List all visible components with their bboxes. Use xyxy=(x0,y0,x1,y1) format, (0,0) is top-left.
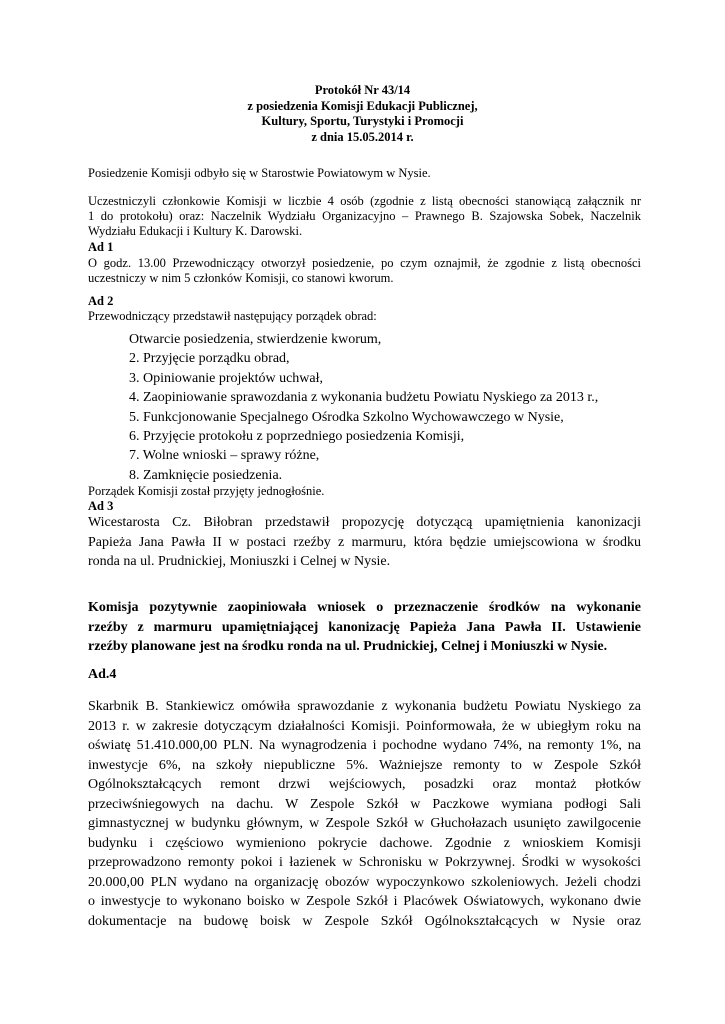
ad2-heading: Ad 2 xyxy=(88,294,114,308)
ad1-heading: Ad 1 xyxy=(88,240,114,254)
title-line-2: z posiedzenia Komisji Edukacji Publicznej, xyxy=(247,98,478,113)
text-line: uczestniczy w nim 5 członków Komisji, co stanowi kworum. xyxy=(88,271,394,285)
text-line: o inwestycje to wykonano boisko w Zespole Szkół i Placówek Oświatowych, wykonano dwie xyxy=(88,894,641,909)
text-line: 20.000,00 PLN wydano na organizację obozów wypoczynkowo szkoleniowych. Jeżeli chodzi xyxy=(88,874,641,890)
agenda-item: Otwarcie posiedzenia, stwierdzenie kworum, xyxy=(129,332,382,347)
text-line: oświatę 51.410.000,00 PLN. Na wynagrodzenia i pochodne wydano 74%, na remonty 1%, na xyxy=(88,738,641,753)
text-line: O godz. 13.00 Przewodniczący otworzył posiedzenie, po czym oznajmił, że zgodnie z listą obecności xyxy=(88,256,641,270)
text-line: ronda na ul. Prudnickiej, Moniuszki i Celnej w Nysie. xyxy=(88,554,391,569)
title-line-4: z dnia 15.05.2014 r. xyxy=(311,129,414,144)
text-line: inwestycje 6%, na szkoły niepubliczne 5%. Ważniejsze remonty to w Zespole Szkół xyxy=(88,757,641,773)
committee-decision xyxy=(88,598,641,657)
agenda-item: 2. Przyjęcie porządku obrad, xyxy=(129,351,290,367)
participants-paragraph xyxy=(88,194,641,239)
text-line: gimnastycznej w budynku głównym, w Zespole Szkół w Głuchołazach usunięto zawilgocenie xyxy=(88,816,641,831)
ad4-paragraph xyxy=(88,697,641,931)
text-line: Komisja pozytywnie zaopiniowała wniosek o przeznaczenie środków na wykonanie xyxy=(88,600,641,615)
agenda-item: 3. Opiniowanie projektów uchwał, xyxy=(129,370,324,386)
ad1-paragraph xyxy=(88,256,641,286)
text-line: 1 do protokołu) oraz: Naczelnik Wydziału Organizacyjno – Prawnego B. Szajowska Sobek, Naczelnik xyxy=(88,209,641,223)
agenda-item: 7. Wolne wnioski – sprawy różne, xyxy=(129,448,320,464)
ad2-intro: Przewodniczący przedstawił następujący porządek obrad: xyxy=(88,309,377,323)
text-line: dokumentacje na budowę boisk w Zespole Szkół Ogólnokształcących w Nysie oraz xyxy=(88,913,641,929)
protocol-title xyxy=(0,83,725,145)
text-line: rzeźby z marmuru upamiętniającej kanonizację Papieża Jana Pawła II. Ustawienie xyxy=(88,619,641,635)
text-line: Skarbnik B. Stankiewicz omówiła sprawozdanie z wykonania budżetu Powiatu Nyskiego za xyxy=(88,699,641,714)
text-line: Papieża Jana Pawła II w postaci rzeźby z marmuru, która będzie umiejscowiona w środku xyxy=(88,534,641,550)
agenda-outcome: Porządek Komisji został przyjęty jednogłośnie. xyxy=(88,484,325,498)
ad3-paragraph xyxy=(88,513,641,572)
text-line: Ogólnokształcących remont drzwi wejściowych, posadzki oraz montaż płotków xyxy=(88,777,641,792)
ad4-heading: Ad.4 xyxy=(88,667,117,682)
text-line: Wicestarosta Cz. Biłobran przedstawił propozycję dotyczącą upamiętnienia kanonizacji xyxy=(88,515,641,530)
title-line-3: Kultury, Sportu, Turystyki i Promocji xyxy=(261,114,464,128)
meeting-location: Posiedzenie Komisji odbyło się w Starostwie Powiatowym w Nysie. xyxy=(88,166,431,180)
agenda-item: 6. Przyjęcie protokołu z poprzedniego posiedzenia Komisji, xyxy=(129,429,465,445)
text-line: Wydziału Edukacji i Kultury K. Darowski. xyxy=(88,224,303,238)
text-line: 2013 r. w zakresie dotyczącym działalności Komisji. Poinformowała, że w ubiegłym roku na xyxy=(88,718,641,734)
text-line: Uczestniczyli członkowie Komisji w liczbie 4 osób (zgodnie z listą obecności stanowiącą załącznik nr xyxy=(88,194,641,208)
agenda-item: 5. Funkcjonowanie Specjalnego Ośrodka Szkolno Wychowawczego w Nysie, xyxy=(129,409,564,425)
ad3-heading: Ad 3 xyxy=(88,499,114,513)
text-line: budynku i częściowo wymieniono pokrycie dachowe. Zgodnie z wnioskiem Komisji xyxy=(88,835,641,851)
text-line: przeciwśniegowych na dachu. W Zespole Szkół w Paczkowe wymiana podłogi Sali xyxy=(88,796,641,812)
agenda-item: 8. Zamknięcie posiedzenia. xyxy=(129,467,283,483)
title-line-1: Protokół Nr 43/14 xyxy=(314,83,411,97)
text-line: przeprowadzono remonty pokoi i łazienek w Schronisku w Pokrzywnej. Środki w wysokości xyxy=(88,855,641,870)
text-line: rzeźby planowane jest na środku ronda na ul. Prudnickiej, Celnej i Moniuszki w Nysie. xyxy=(88,639,608,654)
agenda-list xyxy=(129,330,598,485)
agenda-item: 4. Zaopiniowanie sprawozdania z wykonania budżetu Powiatu Nyskiego za 2013 r., xyxy=(129,390,599,406)
